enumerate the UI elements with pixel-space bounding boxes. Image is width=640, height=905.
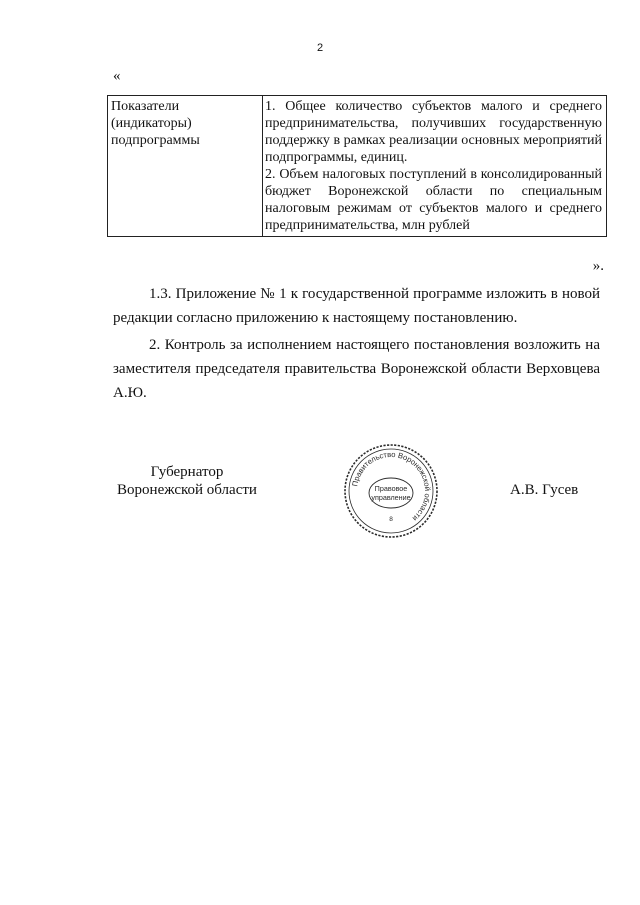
opening-quote-mark: « bbox=[113, 68, 121, 84]
table-row bbox=[108, 96, 607, 237]
official-stamp bbox=[343, 443, 439, 539]
indicator-item-1: 1. Общее количество субъектов малого и среднего предпринимательства, получивших государственную поддержку в рамках реализации основных мероприятий подпрограммы, единиц. bbox=[265, 99, 602, 165]
paragraph-1-3: 1.3. Приложение № 1 к государственной программе изложить в новой редакции согласно приложению к настоящему постановлению. bbox=[113, 286, 600, 326]
stamp-center-line-1: Правовое bbox=[374, 484, 408, 493]
page-number: 2 bbox=[316, 42, 324, 54]
indicators-label-cell: Показатели (индикаторы) подпрограммы bbox=[108, 96, 263, 237]
indicators-table bbox=[107, 95, 607, 237]
signatory-position bbox=[107, 463, 267, 499]
paragraph-2: 2. Контроль за исполнением настоящего постановления возложить на заместителя председателя правительства Воронежской области Верховцева А.Ю. bbox=[113, 337, 600, 401]
indicators-value-cell bbox=[263, 96, 607, 237]
indicator-item-2: 2. Объем налоговых поступлений в консолидированный бюджет Воронежской области по специальным налоговым режимам от субъектов малого и среднего предпринимательства, млн рублей bbox=[265, 167, 602, 233]
closing-quote-mark: ». bbox=[592, 258, 604, 274]
stamp-number: 8 bbox=[389, 516, 393, 523]
signatory-position-line-1: Губернатор bbox=[150, 464, 224, 480]
signatory-position-line-2: Воронежской области bbox=[117, 482, 257, 498]
signatory-name: А.В. Гусев bbox=[510, 482, 579, 498]
stamp-ring-text: Правительство Воронежской области bbox=[350, 449, 433, 524]
stamp-center-line-2: управление bbox=[371, 493, 411, 502]
